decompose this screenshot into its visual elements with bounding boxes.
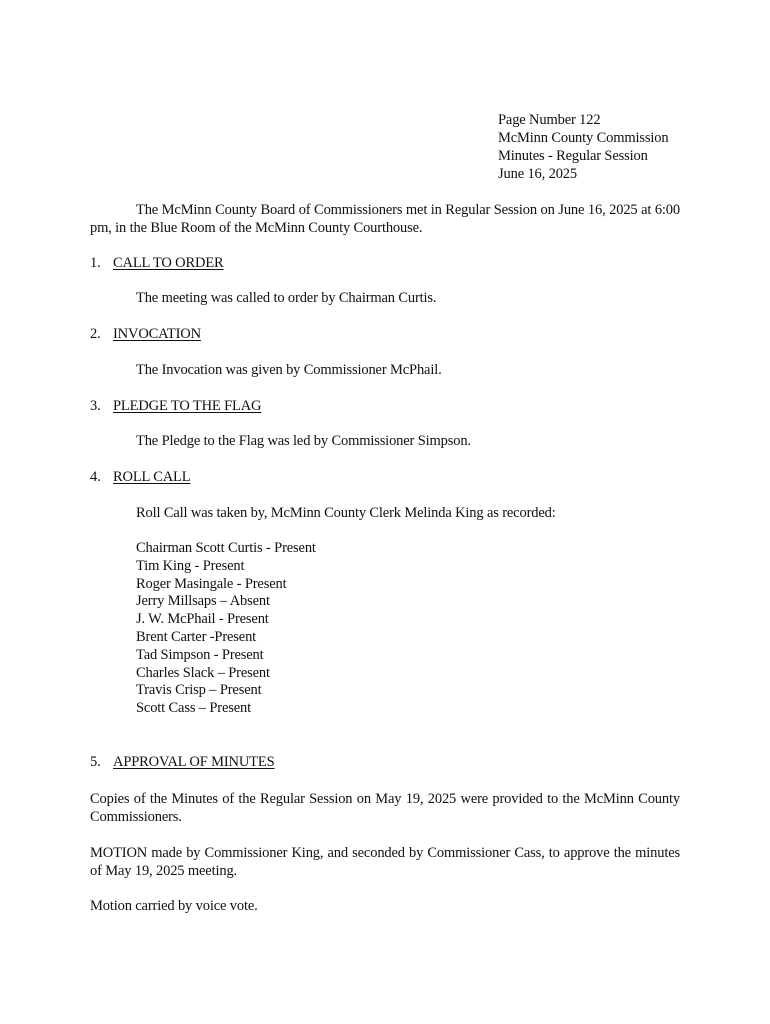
section-body-call-to-order: The meeting was called to order by Chairman Curtis. [136, 290, 437, 306]
roll-call-entry: Chairman Scott Curtis - Present [136, 540, 316, 556]
section-title: APPROVAL OF MINUTES [113, 754, 275, 770]
section-body-roll-call: Roll Call was taken by, McMinn County Clerk Melinda King as recorded: [136, 505, 556, 521]
section-number: 5. [90, 754, 101, 770]
roll-call-list [136, 540, 316, 718]
roll-call-entry: Charles Slack – Present [136, 664, 270, 681]
intro-paragraph: The McMinn County Board of Commissioners met in Regular Session on June 16, 2025 at 6:00 pm, in the Blue Room of the McMinn County Courthouse. [90, 202, 680, 236]
section-title: INVOCATION [113, 326, 201, 342]
motion-result: Motion carried by voice vote. [90, 898, 258, 914]
section-body-pledge: The Pledge to the Flag was led by Commissioner Simpson. [136, 433, 471, 449]
section-title: PLEDGE TO THE FLAG [113, 398, 262, 414]
section-body-invocation: The Invocation was given by Commissioner McPhail. [136, 362, 442, 378]
section-title: CALL TO ORDER [113, 255, 224, 271]
section-heading-invocation [90, 326, 201, 343]
roll-call-entry: Tad Simpson - Present [136, 646, 264, 663]
section-number: 4. [90, 469, 101, 485]
section-heading-pledge [90, 398, 261, 415]
roll-call-entry: Scott Cass – Present [136, 700, 252, 717]
document-type: Minutes - Regular Session [498, 148, 648, 164]
section-heading-call-to-order [90, 255, 224, 272]
roll-call-entry: Roger Masingale - Present [136, 575, 287, 592]
section-number: 3. [90, 398, 101, 414]
document-header [498, 111, 668, 183]
document-date: June 16, 2025 [498, 166, 578, 182]
section-heading-roll-call [90, 469, 190, 486]
motion-paragraph: MOTION made by Commissioner King, and seconded by Commissioner Cass, to approve the minutes of May 19, 2025 meeting. [90, 845, 680, 879]
page-number: Page Number 122 [498, 112, 601, 128]
section-heading-approval-of-minutes [90, 754, 275, 771]
roll-call-entry: J. W. McPhail - Present [136, 611, 269, 628]
section-number: 1. [90, 255, 101, 271]
section-body-approval-of-minutes: Copies of the Minutes of the Regular Session on May 19, 2025 were provided to the McMinn County Commissioners. [90, 791, 680, 825]
organization-name: McMinn County Commission [498, 130, 669, 146]
section-title: ROLL CALL [113, 469, 191, 485]
roll-call-entry: Jerry Millsaps – Absent [136, 593, 270, 610]
roll-call-entry: Tim King - Present [136, 557, 245, 574]
roll-call-entry: Brent Carter -Present [136, 628, 257, 645]
section-number: 2. [90, 326, 101, 342]
roll-call-entry: Travis Crisp – Present [136, 682, 262, 699]
